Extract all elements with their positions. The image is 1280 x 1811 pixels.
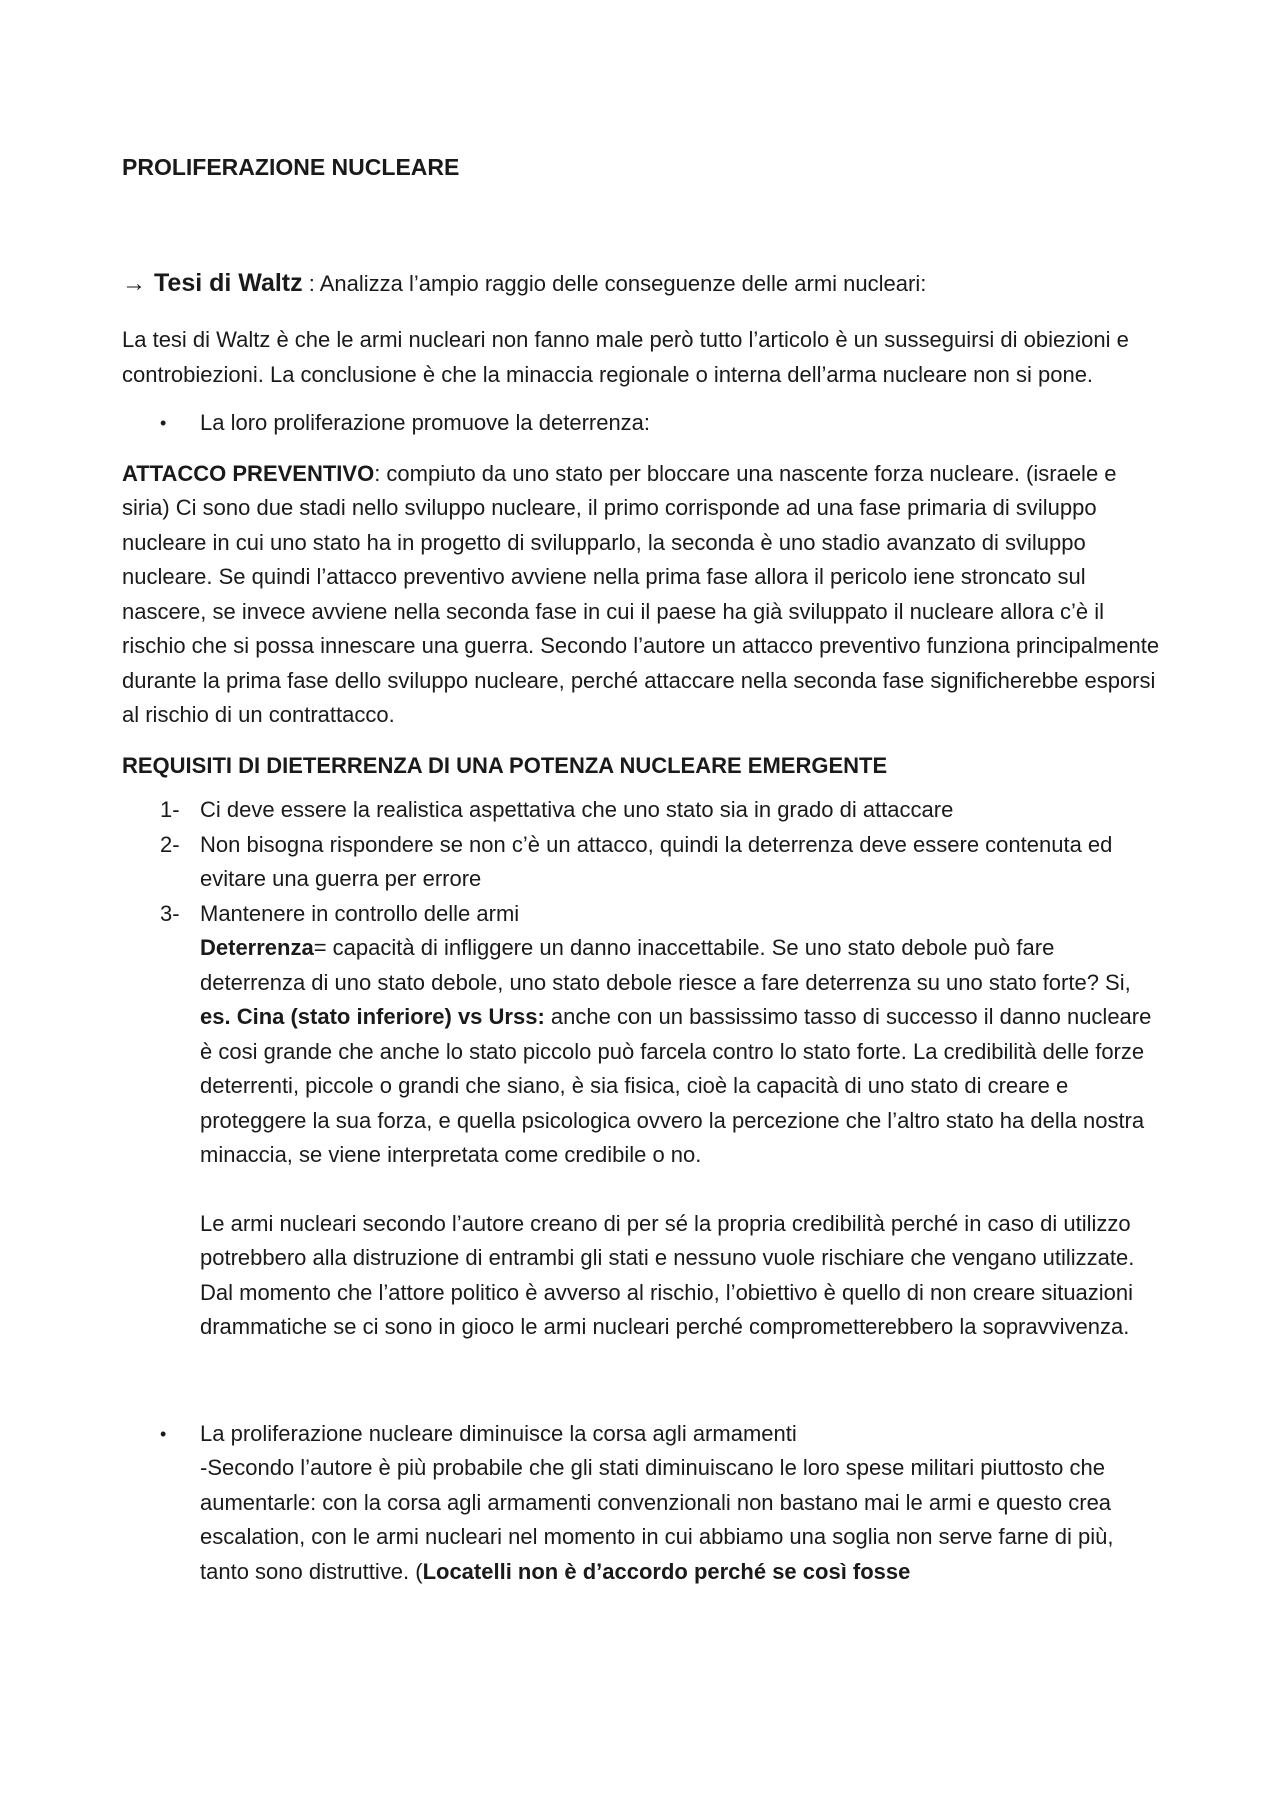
deterrenza-example: es. Cina (stato inferiore) vs Urss: — [200, 1004, 545, 1029]
page-title: PROLIFERAZIONE NUCLEARE — [122, 154, 460, 180]
requisito-text: Non bisogna rispondere se non c’è un attacco, quindi la deterrenza deve essere contenuta ed evitare una guerra per errore — [200, 831, 1113, 891]
attacco-label: ATTACCO PREVENTIVO — [122, 460, 375, 486]
attacco-text: : compiuto da uno stato per bloccare una nascente forza nucleare. (israele e siria) Ci sono due stadi nello sviluppo nucleare, il primo corrisponde ad una fase primaria di sviluppo nucleare in cui uno stato ha in progetto di svilupparlo, la seconda è uno stadio avanzato di sviluppo nucleare. Se quindi l’attacco preventivo avviene nella prima fase allora il pericolo iene stroncato sul nascere, se invece avviene nella seconda fase in cui il paese ha già sviluppato il nucleare allora c’è il rischio che si possa innescare una guerra. Secondo l’autore un attacco preventivo funziona principalmente durante la prima fase dello sviluppo nucleare, perché attaccare nella seconda fase significherebbe esporsi al rischio di un contrattacco. — [122, 460, 1160, 727]
deterrenza-text-1: = capacità di infliggere un danno inaccettabile. Se uno stato debole può fare deterrenza di uno stato debole, uno stato debole riesce a fare deterrenza su uno stato forte? Si, — [200, 935, 1131, 995]
attacco-preventivo-paragraph — [122, 457, 1162, 733]
requisito-item — [122, 897, 1162, 932]
bullet-icon: • — [160, 413, 167, 433]
bullet-text: La loro proliferazione promuove la deterrenza: — [200, 410, 651, 435]
requisito-item — [122, 828, 1162, 897]
intro-paragraph: La tesi di Waltz è che le armi nucleari non fanno male però tutto l’articolo è un susseguirsi di obiezioni e controbiezioni. La conclusione è che la minaccia regionale o interna dell’arma nucleare non si pone. — [122, 327, 1129, 387]
requisito-item — [122, 793, 1162, 828]
list-number: 3- — [160, 900, 180, 926]
bullet-body-text: -Secondo l’autore è più probabile che gli stati diminuiscano le loro spese militari piuttosto che aumentarle: con la corsa agli armamenti convenzionali non bastano mai le armi e questo crea escalation, con le armi nucleari nel momento in cui abbiamo una soglia non serve farne di più, tanto sono distruttive. ( — [200, 1455, 1114, 1584]
bullet-icon: • — [160, 1423, 167, 1444]
bullet-body — [200, 1451, 1162, 1589]
list-number: 2- — [160, 831, 180, 857]
requisito-text: Ci deve essere la realistica aspettativa che uno stato sia in grado di attaccare — [200, 797, 954, 822]
deterrenza-text-2: anche con un bassissimo tasso di successo il danno nucleare è cosi grande che anche lo stato piccolo può farcela contro lo stato forte. La credibilità delle forze deterrenti, piccole o grandi che siano, è sia fisica, cioè la capacità di uno stato di creare e proteggere la sua forza, e quella psicologica ovvero la percezione che l’altro stato ha della nostra minaccia, se viene interpretata come credibile o no. — [200, 1004, 1152, 1167]
spacer — [122, 1345, 1162, 1413]
list-number: 1- — [160, 797, 180, 822]
armi-nucleari-paragraph: Le armi nucleari secondo l’autore creano di per sé la propria credibilità perché in caso di utilizzo potrebbero alla distruzione di entrambi gli stati e nessuno vuole rischiare che vengano utilizzate. Dal momento che l’attore politico è avverso al rischio, l’obiettivo è quello di non creare situazioni drammatiche se ci sono in gioco le armi nucleari perché comprometterebbero la sopravvivenza. — [200, 1210, 1135, 1339]
bullet-item-deterrenza — [122, 406, 1162, 441]
requisito-text: Mantenere in controllo delle armi — [200, 900, 520, 926]
spacer — [122, 1173, 1162, 1207]
bullet-item-corsa-armamenti — [122, 1417, 1162, 1590]
document-content — [122, 150, 1162, 1589]
tesi-heading — [122, 266, 1162, 301]
bullet-text: La proliferazione nucleare diminuisce la corsa agli armamenti — [200, 1420, 797, 1446]
tesi-name: Tesi di Waltz — [154, 269, 303, 297]
bullet-body-bold: Locatelli non è d’accordo perché se così fosse — [422, 1558, 911, 1584]
deterrenza-paragraph — [122, 931, 1162, 1173]
requisiti-heading: REQUISITI DI DIETERRENZA DI UNA POTENZA NUCLEARE EMERGENTE — [122, 752, 888, 778]
arrow-icon: → — [122, 270, 146, 297]
tesi-description: : Analizza l’ampio raggio delle conseguenze delle armi nucleari: — [302, 271, 927, 296]
deterrenza-label: Deterrenza — [200, 935, 314, 960]
